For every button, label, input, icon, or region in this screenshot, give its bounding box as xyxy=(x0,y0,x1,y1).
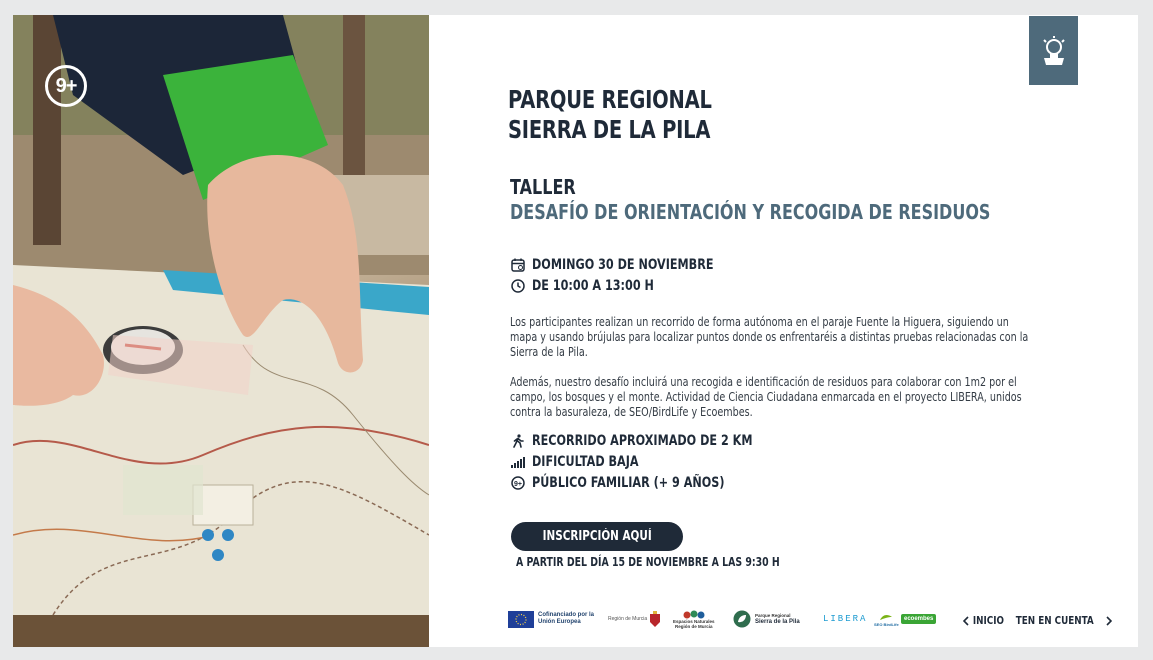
schedule xyxy=(510,255,759,297)
feature-difficulty-text: DIFICULTAD BAJA xyxy=(532,454,639,470)
eu-logo-line1: Cofinanciado por la xyxy=(538,612,595,618)
murcia-logo xyxy=(608,605,660,633)
espacios-logo-line1: Espacios Naturales xyxy=(673,619,715,624)
bird-icon xyxy=(879,612,893,622)
murcia-logo-text: Región de Murcia xyxy=(608,615,648,622)
ecoembes-logo-text: ecoembes xyxy=(901,614,936,624)
schedule-time-text: DE 10:00 A 13:00 H xyxy=(532,278,654,294)
espacios-naturales-logo xyxy=(673,605,715,633)
park-title xyxy=(508,85,712,145)
description-paragraph-1: Los participantes realizan un recorrido de forma autónoma en el paraje Fuente la Higuera, siguiendo un mapa y usando brújulas para localizar puntos donde os enfrentaréis a distintas pruebas relacionadas con la Sierra de la Pila. xyxy=(510,315,1029,359)
description-paragraph-2: Además, nuestro desafío incluirá una recogida e identificación de residuos para colaborar con 1m2 por el campo, los bosques y el monte. Actividad de Ciencia Ciudadana enmarcada en el proyecto LIBERA, unidos contra la basuraleza, de SEO/BirdLife y Ecoembes. xyxy=(510,375,1022,419)
activity-photo xyxy=(13,15,429,647)
seo-logo xyxy=(874,605,899,633)
feature-audience xyxy=(510,473,808,493)
feature-distance-text: RECORRIDO APROXIMADO DE 2 KM xyxy=(532,433,753,449)
espacios-logo-line2: Región de Murcia xyxy=(675,624,713,629)
calendar-icon xyxy=(510,257,526,273)
hiker-icon xyxy=(510,433,526,449)
activity-card xyxy=(13,15,1138,647)
age-badge-text: 9+ xyxy=(55,74,77,97)
chevron-right-icon xyxy=(1106,616,1112,626)
age-badge xyxy=(45,65,87,107)
workshop-kind: TALLER xyxy=(510,175,576,199)
seo-logo-text: SEO BirdLife xyxy=(874,621,899,627)
park-leaf-icon xyxy=(733,610,751,628)
sponsor-logos xyxy=(508,605,938,633)
age-plus-icon xyxy=(510,475,526,491)
register-button-label: INSCRIPCIÓN AQUÍ xyxy=(542,529,652,544)
park-logo xyxy=(733,605,800,633)
nav-next[interactable] xyxy=(1006,614,1112,627)
svg-text:9+: 9+ xyxy=(514,481,522,488)
schedule-time xyxy=(510,276,759,296)
park-title-line2: SIERRA DE LA PILA xyxy=(508,115,711,144)
chevron-left-icon xyxy=(963,616,969,626)
feature-audience-text: PÚBLICO FAMILIAR (+ 9 AÑOS) xyxy=(532,475,725,491)
map-compass-illustration xyxy=(13,15,429,647)
description xyxy=(510,315,1038,435)
eu-logo-line2: Unión Europea xyxy=(538,619,581,625)
park-logo-line1: Parque Regional xyxy=(755,612,791,618)
leaves-icon xyxy=(683,609,705,619)
murcia-shield-icon xyxy=(650,611,660,627)
nav-next-label: TEN EN CUENTA xyxy=(1015,614,1094,627)
lightbulb-icon xyxy=(1041,36,1067,66)
workshop-name: DESAFÍO DE ORIENTACIÓN Y RECOGIDA DE RESIDUOS xyxy=(510,200,991,224)
ecoembes-logo xyxy=(901,605,936,633)
nav-home-label: INICIO xyxy=(972,614,1005,627)
park-logo-line2: Sierra de la Pila xyxy=(755,618,800,625)
feature-distance xyxy=(510,431,808,451)
schedule-date xyxy=(510,255,759,275)
libera-logo xyxy=(823,605,867,633)
features-list xyxy=(510,431,808,494)
clock-icon xyxy=(510,278,526,294)
park-title-line1: PARQUE REGIONAL xyxy=(508,85,712,114)
workshop-category-icon xyxy=(1029,16,1078,85)
register-button[interactable] xyxy=(511,522,683,551)
libera-logo-text: LIBERA xyxy=(823,614,868,624)
eu-logo xyxy=(508,605,594,633)
eu-flag-icon xyxy=(508,611,534,628)
registration-note: A PARTIR DEL DÍA 15 DE NOVIEMBRE A LAS 9:30 H xyxy=(516,555,780,569)
difficulty-bars-icon xyxy=(510,454,526,470)
workshop-heading xyxy=(510,175,1111,225)
nav-home[interactable] xyxy=(963,614,1008,627)
feature-difficulty xyxy=(510,452,808,472)
schedule-date-text: DOMINGO 30 DE NOVIEMBRE xyxy=(532,257,714,273)
